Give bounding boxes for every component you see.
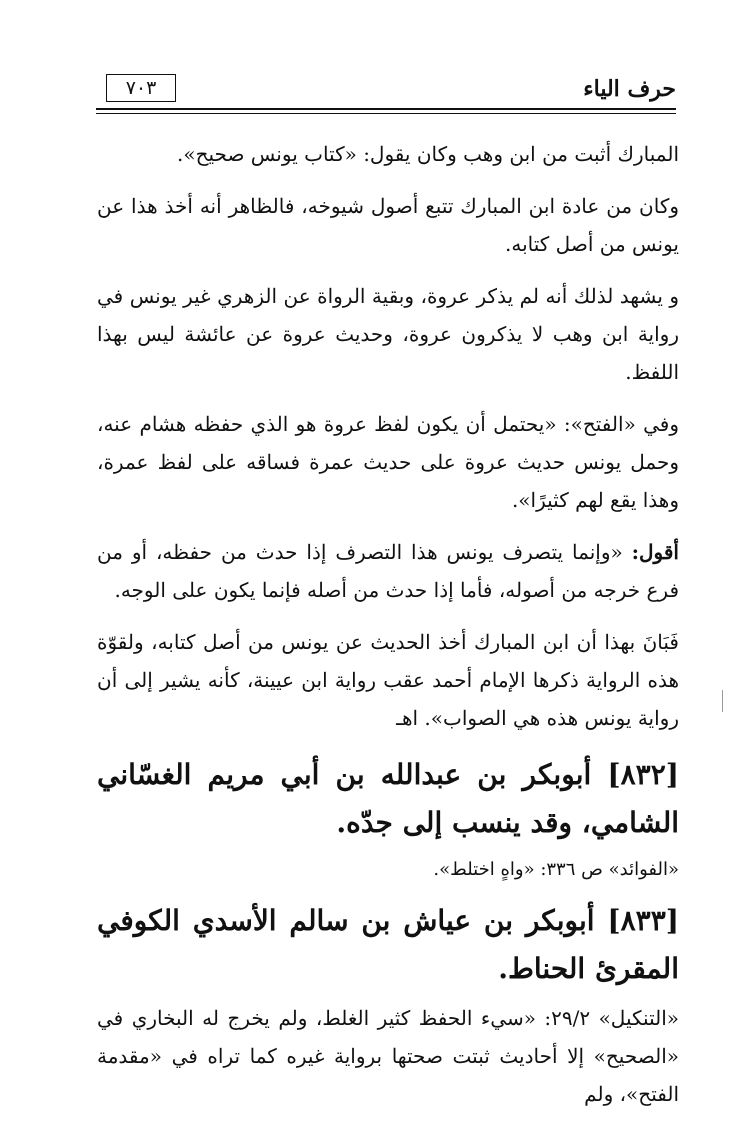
paragraph-1: المبارك أثبت من ابن وهب وكان يقول: «كتاب يونس صحيح». — [177, 142, 679, 166]
entry-833-title: [٨٣٣] أبوبكر بن عياش بن سالم الأسدي الكوفي المقرئ الحناط. — [97, 904, 679, 985]
entry-832-title: [٨٣٢] أبوبكر بن عبدالله بن أبي مريم الغسّاني الشامي، وقد ينسب إلى جدّه. — [97, 758, 679, 839]
paragraph-6: فَبَانَ بهذا أن ابن المبارك أخذ الحديث عن يونس من أصل كتابه، ولقوّة هذه الرواية ذكرها الإمام أحمد عقب رواية ابن عيينة، كأنه يشير إلى أن رواية يونس هذه هي الصواب». اهـ — [97, 630, 679, 730]
paragraph-5-text: «وإنما يتصرف يونس هذا التصرف إذا حدث من حفظه، أو من فرع خرجه من أصوله، فأما إذا حدث من أصله فإنما يكون على الوجه. — [97, 540, 679, 602]
entry-832-reference: «الفوائد» ص ٣٣٦: «واهٍ اختلط». — [433, 859, 679, 880]
entry-833-reference: «التنكيل» ٢٩/٢: «سيء الحفظ كثير الغلط، ولم يخرج له البخاري في «الصحيح» إلا أحاديث ثبتت صحتها برواية غيره كما تراه في «مقدمة الفتح»، ولم — [97, 1006, 679, 1106]
page-header — [96, 72, 676, 112]
paragraph-4: وفي «الفتح»: «يحتمل أن يكون لفظ عروة هو الذي حفظه هشام عنه، وحمل يونس حديث عروة على حديث عمرة فساقه على لفظ عمرة، وهذا يقع لهم كثيرًا». — [97, 412, 679, 512]
page-number: ٧٠٣ — [106, 74, 176, 102]
header-rule — [96, 108, 676, 110]
page-body — [97, 135, 679, 1127]
paragraph-lead: أقول: — [631, 540, 679, 564]
paragraph-5 — [97, 533, 679, 609]
margin-mark — [722, 690, 723, 712]
paragraph-2: وكان من عادة ابن المبارك تتبع أصول شيوخه، فالظاهر أنه أخذ هذا عن يونس من أصل كتابه. — [97, 194, 679, 256]
header-rule-thin — [96, 113, 676, 114]
chapter-title: حرف الياء — [583, 76, 676, 102]
paragraph-3: و يشهد لذلك أنه لم يذكر عروة، وبقية الرواة عن الزهري غير يونس في رواية ابن وهب لا يذكرون عروة، وحديث عروة عن عائشة ليس بهذا اللفظ. — [97, 284, 679, 384]
